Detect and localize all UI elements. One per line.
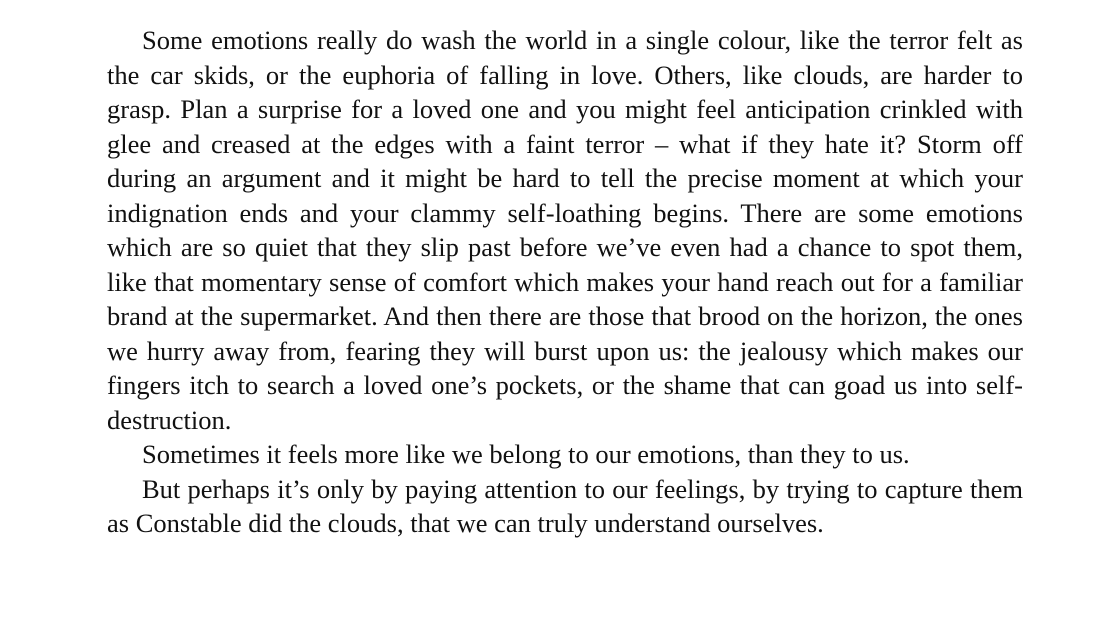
paragraph-3: But perhaps it’s only by paying attention to our feelings, by trying to capture them as Constable did the clouds, that we can truly understand ourselves. [107,473,1023,538]
document-page [107,23,1023,541]
paragraph-2: Sometimes it feels more like we belong to our emotions, than they to us. [142,439,910,469]
paragraph-1: Some emotions really do wash the world in a single colour, like the terror felt as the car skids, or the euphoria of falling in love. Others, like clouds, are harder to grasp. Plan a surprise for a loved one and you might feel anticipation crinkled with glee and creased at the edges with a faint terror – what if they hate it? Storm off during an argument and it might be hard to tell the precise moment at which your indignation ends and your clammy self-loathing begins. There are some emotions which are so quiet that they slip past before we’ve even had a chance to spot them, like that momentary sense of comfort which makes your hand reach out for a familiar brand at the supermarket. And then there are those that brood on the horizon, the ones we hurry away from, fearing they will burst upon us: the jealousy which makes our fingers itch to search a loved one’s pockets, or the shame that can goad us into self-destruction. [107,25,1023,435]
